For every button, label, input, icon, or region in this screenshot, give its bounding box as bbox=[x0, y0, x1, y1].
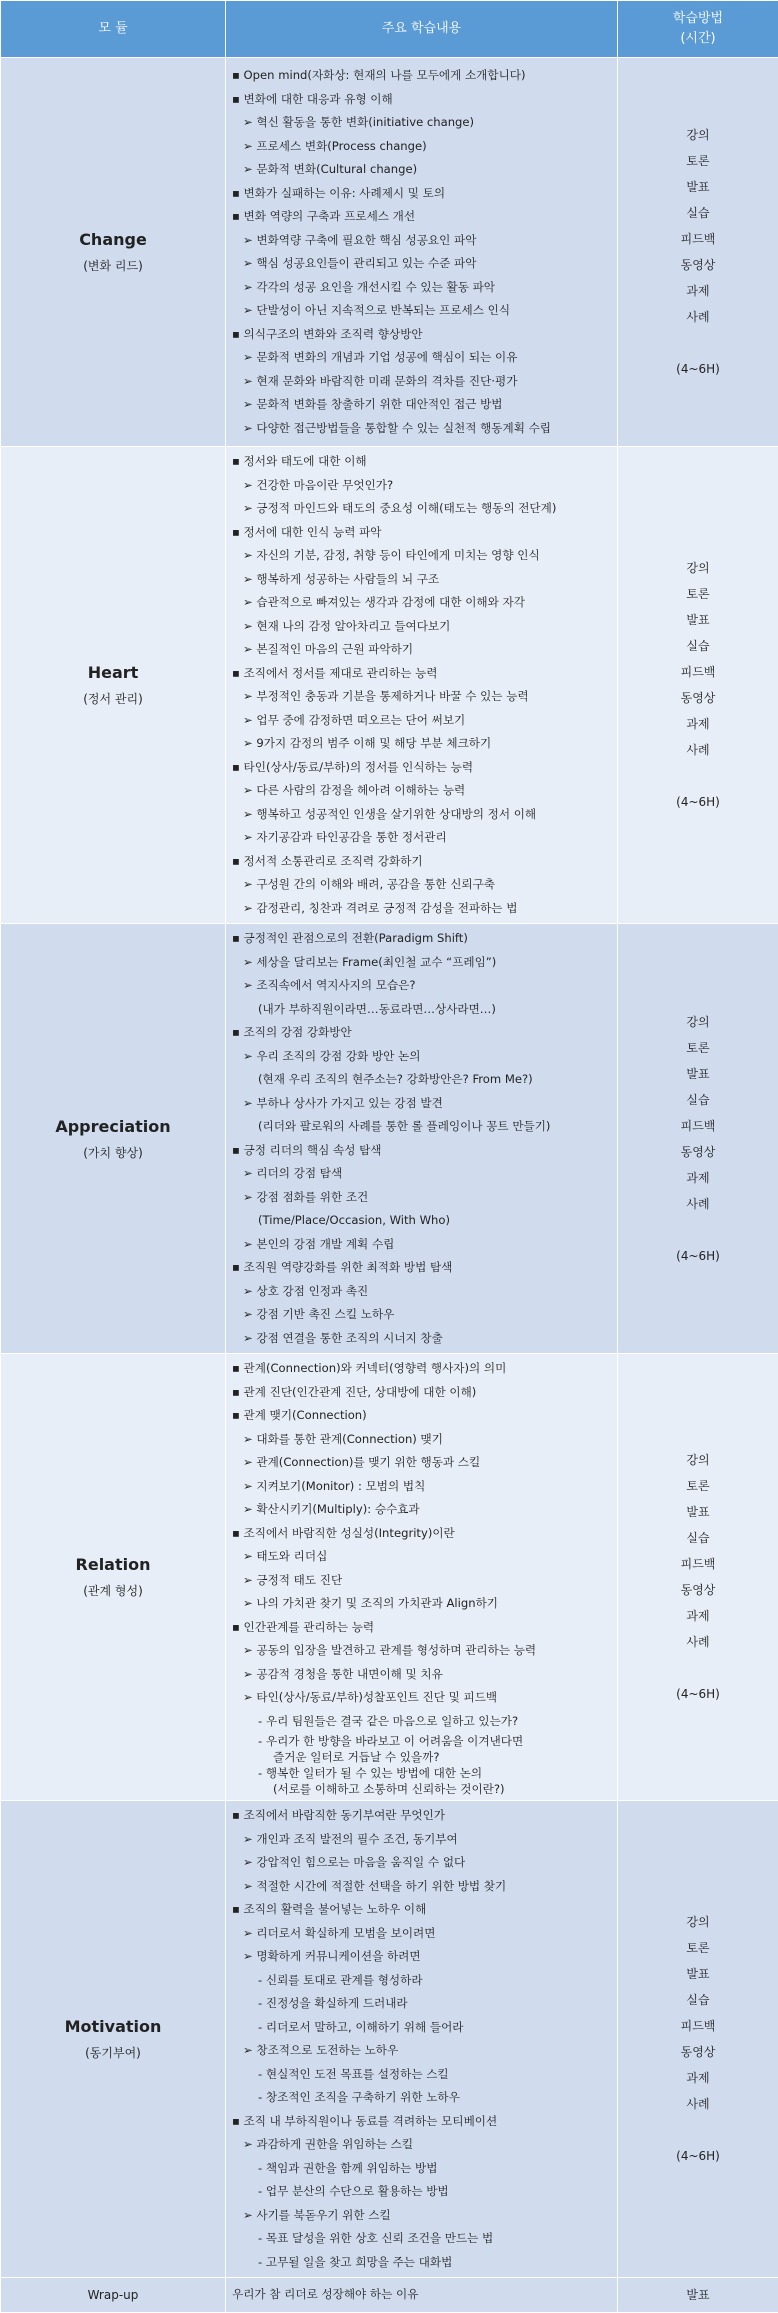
method-item: 토론 bbox=[618, 1473, 778, 1499]
content-bullet: ▪ 조직의 활력을 불어넣는 노하우 이해 bbox=[232, 1898, 611, 1922]
method-item: 실습 bbox=[618, 1087, 778, 1113]
content-subitem: - 신뢰를 토대로 관계를 형성하라 bbox=[232, 1969, 611, 1993]
module-cell bbox=[1, 924, 226, 1354]
module-content bbox=[226, 1354, 618, 1801]
method-item: 강의 bbox=[618, 122, 778, 148]
module-cell bbox=[1, 447, 226, 924]
content-subitem: ➢ 감정관리, 칭찬과 격려로 긍정적 감성을 전파하는 법 bbox=[232, 897, 611, 921]
content-subitem: ➢ 과감하게 권한을 위임하는 스킬 bbox=[232, 2133, 611, 2157]
content-bullet: ▪ 타인(상사/동료/부하)의 정서를 인식하는 능력 bbox=[232, 756, 611, 780]
method-item: 동영상 bbox=[618, 1577, 778, 1603]
content-bullet: ▪ 긍정적인 관점으로의 전환(Paradigm Shift) bbox=[232, 927, 611, 951]
method-item: 토론 bbox=[618, 1035, 778, 1061]
content-subitem: ➢ 사기를 북돋우기 위한 스킬 bbox=[232, 2204, 611, 2228]
content-subitem: ➢ 변화역량 구축에 필요한 핵심 성공요인 파악 bbox=[232, 229, 611, 253]
content-subitem: ➢ 현재 나의 감정 알아차리고 들여다보기 bbox=[232, 615, 611, 639]
method-item: 사례 bbox=[618, 304, 778, 330]
content-subitem: ➢ 문화적 변화의 개념과 기업 성공에 핵심이 되는 이유 bbox=[232, 346, 611, 370]
content-subitem: ➢ 개인과 조직 발전의 필수 조건, 동기부여 bbox=[232, 1828, 611, 1852]
method-item: 토론 bbox=[618, 1935, 778, 1961]
method-item: 사례 bbox=[618, 737, 778, 763]
content-subitem: 즐거운 일터로 거듭날 수 있을까? bbox=[232, 1749, 611, 1765]
content-subitem: - 리더로서 말하고, 이해하기 위해 들어라 bbox=[232, 2016, 611, 2040]
content-subitem: (리더와 팔로워의 사례를 통한 롤 플레잉이나 꽁트 만들기) bbox=[232, 1115, 611, 1139]
module-name: Motivation bbox=[1, 2017, 225, 2036]
content-bullet: ▪ 관계 진단(인간관계 진단, 상대방에 대한 이해) bbox=[232, 1381, 611, 1405]
method-cell bbox=[618, 1801, 778, 2278]
method-item: 사례 bbox=[618, 2091, 778, 2117]
content-subitem: ➢ 적절한 시간에 적절한 선택을 하기 위한 방법 찾기 bbox=[232, 1875, 611, 1899]
content-subitem: ➢ 다른 사람의 감정을 헤아려 이해하는 능력 bbox=[232, 779, 611, 803]
content-subitem: ➢ 나의 가치관 찾기 및 조직의 가치관과 Align하기 bbox=[232, 1592, 611, 1616]
content-subitem: (Time/Place/Occasion, With Who) bbox=[232, 1209, 611, 1233]
method-item: 피드백 bbox=[618, 659, 778, 685]
content-subitem: ➢ 본질적인 마음의 근원 파악하기 bbox=[232, 638, 611, 662]
content-subitem: ➢ 긍정적 태도 진단 bbox=[232, 1569, 611, 1593]
content-subitem: ➢ 조직속에서 역지사지의 모습은? bbox=[232, 974, 611, 998]
content-subitem: - 책임과 권한을 함께 위임하는 방법 bbox=[232, 2157, 611, 2181]
content-bullet: ▪ 정서에 대한 인식 능력 파악 bbox=[232, 521, 611, 545]
method-item: 강의 bbox=[618, 555, 778, 581]
module-row bbox=[1, 1354, 778, 1801]
content-subitem: ➢ 혁신 활동을 통한 변화(initiative change) bbox=[232, 111, 611, 135]
method-item: 실습 bbox=[618, 633, 778, 659]
method-item: 실습 bbox=[618, 200, 778, 226]
content-subitem: ➢ 문화적 변화(Cultural change) bbox=[232, 158, 611, 182]
content-subitem: - 목표 달성을 위한 상호 신뢰 조건을 만드는 법 bbox=[232, 2227, 611, 2251]
method-cell bbox=[618, 447, 778, 924]
content-subitem: ➢ 명확하게 커뮤니케이션을 하려면 bbox=[232, 1945, 611, 1969]
content-subitem: ➢ 부정적인 충동과 기분을 통제하거나 바꿀 수 있는 능력 bbox=[232, 685, 611, 709]
content-subitem: ➢ 강압적인 힘으로는 마음을 움직일 수 없다 bbox=[232, 1851, 611, 1875]
method-item: 사례 bbox=[618, 1629, 778, 1655]
content-subitem: ➢ 창조적으로 도전하는 노하우 bbox=[232, 2039, 611, 2063]
content-subitem: ➢ 강점 연결을 통한 조직의 시너지 창출 bbox=[232, 1327, 611, 1351]
method-item: 발표 bbox=[618, 1961, 778, 1987]
content-bullet: ▪ 정서적 소통관리로 조직력 강화하기 bbox=[232, 850, 611, 874]
method-cell bbox=[618, 58, 778, 447]
content-subitem: ➢ 핵심 성공요인들이 관리되고 있는 수준 파악 bbox=[232, 252, 611, 276]
content-subitem: ➢ 태도와 리더십 bbox=[232, 1545, 611, 1569]
header-content: 주요 학습내용 bbox=[226, 1, 618, 58]
content-subitem: ➢ 행복하게 성공하는 사람들의 뇌 구조 bbox=[232, 568, 611, 592]
module-korean-name: (변화 리드) bbox=[1, 257, 225, 274]
content-subitem: ➢ 관계(Connection)를 맺기 위한 행동과 스킬 bbox=[232, 1451, 611, 1475]
method-item: 강의 bbox=[618, 1009, 778, 1035]
module-content bbox=[226, 1801, 618, 2278]
content-bullet: ▪ 변화에 대한 대응과 유형 이해 bbox=[232, 88, 611, 112]
content-subitem: ➢ 행복하고 성공적인 인생을 살기위한 상대방의 정서 이해 bbox=[232, 803, 611, 827]
content-subitem: ➢ 부하나 상사가 가지고 있는 강점 발견 bbox=[232, 1092, 611, 1116]
wrapup-content: 우리가 참 리더로 성장해야 하는 이유 bbox=[226, 2278, 618, 2313]
content-subitem: ➢ 본인의 강점 개발 계획 수립 bbox=[232, 1233, 611, 1257]
method-item: 토론 bbox=[618, 148, 778, 174]
content-bullet: ▪ 의식구조의 변화와 조직력 향상방안 bbox=[232, 323, 611, 347]
method-item: 과제 bbox=[618, 1603, 778, 1629]
content-subitem: ➢ 자신의 기분, 감정, 취향 등이 타인에게 미치는 영향 인식 bbox=[232, 544, 611, 568]
content-bullet: ▪ 조직 내 부하직원이나 동료를 격려하는 모티베이션 bbox=[232, 2110, 611, 2134]
content-bullet: ▪ 변화 역량의 구축과 프로세스 개선 bbox=[232, 205, 611, 229]
module-name: Relation bbox=[1, 1555, 225, 1574]
module-cell bbox=[1, 1354, 226, 1801]
content-subitem: (내가 부하직원이라면…동료라면…상사라면…) bbox=[232, 998, 611, 1022]
method-time: (4~6H) bbox=[618, 356, 778, 382]
content-bullet: ▪ 긍정 리더의 핵심 속성 탐색 bbox=[232, 1139, 611, 1163]
method-item: 동영상 bbox=[618, 1139, 778, 1165]
wrapup-module: Wrap-up bbox=[1, 2278, 226, 2313]
method-item: 강의 bbox=[618, 1909, 778, 1935]
module-row bbox=[1, 924, 778, 1354]
content-bullet: ▪ 조직에서 정서를 제대로 관리하는 능력 bbox=[232, 662, 611, 686]
content-subitem: ➢ 습관적으로 빠져있는 생각과 감정에 대한 이해와 자각 bbox=[232, 591, 611, 615]
content-subitem: ➢ 확산시키기(Multiply): 승수효과 bbox=[232, 1498, 611, 1522]
method-item: 실습 bbox=[618, 1987, 778, 2013]
method-item: 발표 bbox=[618, 1499, 778, 1525]
content-subitem: - 창조적인 조직을 구축하기 위한 노하우 bbox=[232, 2086, 611, 2110]
content-subitem: ➢ 각각의 성공 요인을 개선시킬 수 있는 활동 파악 bbox=[232, 276, 611, 300]
content-bullet: ▪ 변화가 실패하는 이유: 사례제시 및 토의 bbox=[232, 182, 611, 206]
content-subitem: ➢ 지켜보기(Monitor) : 모범의 법칙 bbox=[232, 1475, 611, 1499]
method-item: 피드백 bbox=[618, 2013, 778, 2039]
content-bullet: ▪ 조직에서 바람직한 성실성(Integrity)이란 bbox=[232, 1522, 611, 1546]
wrapup-method: 발표 bbox=[618, 2278, 778, 2313]
module-cell bbox=[1, 58, 226, 447]
module-korean-name: (가치 향상) bbox=[1, 1144, 225, 1161]
content-subitem: (서로를 이해하고 소통하며 신뢰하는 것이란?) bbox=[232, 1781, 611, 1797]
content-subitem: ➢ 구성원 간의 이해와 배려, 공감을 통한 신뢰구축 bbox=[232, 873, 611, 897]
content-subitem: ➢ 상호 강점 인정과 촉진 bbox=[232, 1280, 611, 1304]
method-time: (4~6H) bbox=[618, 1681, 778, 1707]
wrapup-row bbox=[1, 2278, 778, 2313]
content-subitem: ➢ 리더로서 확실하게 모범을 보이려면 bbox=[232, 1922, 611, 1946]
method-item: 발표 bbox=[618, 607, 778, 633]
content-subitem: ➢ 다양한 접근방법들을 통합할 수 있는 실천적 행동계획 수립 bbox=[232, 417, 611, 441]
content-subitem: ➢ 강점 기반 촉진 스킬 노하우 bbox=[232, 1303, 611, 1327]
content-subitem: - 현실적인 도전 목표를 설정하는 스킬 bbox=[232, 2063, 611, 2087]
method-time: (4~6H) bbox=[618, 1243, 778, 1269]
content-subitem: ➢ 단발성이 아닌 지속적으로 반복되는 프로세스 인식 bbox=[232, 299, 611, 323]
content-subitem: ➢ 우리 조직의 강점 강화 방안 논의 bbox=[232, 1045, 611, 1069]
module-korean-name: (관계 형성) bbox=[1, 1582, 225, 1599]
module-korean-name: (정서 관리) bbox=[1, 690, 225, 707]
method-item: 강의 bbox=[618, 1447, 778, 1473]
method-item: 동영상 bbox=[618, 2039, 778, 2065]
content-subitem: ➢ 자기공감과 타인공감을 통한 정서관리 bbox=[232, 826, 611, 850]
method-item: 발표 bbox=[618, 1061, 778, 1087]
content-subitem: ➢ 프로세스 변화(Process change) bbox=[232, 135, 611, 159]
module-row bbox=[1, 1801, 778, 2278]
method-time: (4~6H) bbox=[618, 2143, 778, 2169]
content-subitem: - 행복한 일터가 될 수 있는 방법에 대한 논의 bbox=[232, 1765, 611, 1781]
module-content bbox=[226, 924, 618, 1354]
content-subitem: ➢ 대화를 통한 관계(Connection) 맺기 bbox=[232, 1428, 611, 1452]
method-item: 토론 bbox=[618, 581, 778, 607]
method-item: 과제 bbox=[618, 711, 778, 737]
module-content bbox=[226, 58, 618, 447]
method-item: 사례 bbox=[618, 1191, 778, 1217]
module-name: Change bbox=[1, 230, 225, 249]
content-subitem: ➢ 공감적 경청을 통한 내면이해 및 치유 bbox=[232, 1663, 611, 1687]
content-subitem: ➢ 타인(상사/동료/부하)성찰포인트 진단 및 피드백 bbox=[232, 1686, 611, 1710]
content-subitem: (현재 우리 조직의 현주소는? 강화방안은? From Me?) bbox=[232, 1068, 611, 1092]
module-korean-name: (동기부여) bbox=[1, 2044, 225, 2061]
method-cell bbox=[618, 1354, 778, 1801]
method-item: 발표 bbox=[618, 174, 778, 200]
content-subitem: ➢ 강점 점화를 위한 조건 bbox=[232, 1186, 611, 1210]
module-cell bbox=[1, 1801, 226, 2278]
content-bullet: ▪ 조직원 역량강화를 위한 최적화 방법 탐색 bbox=[232, 1256, 611, 1280]
header-module: 모 듈 bbox=[1, 1, 226, 58]
content-subitem: ➢ 업무 중에 감정하면 떠오르는 단어 써보기 bbox=[232, 709, 611, 733]
content-subitem: - 진정성을 확실하게 드러내라 bbox=[232, 1992, 611, 2016]
method-item: 동영상 bbox=[618, 685, 778, 711]
content-subitem: ➢ 긍정적 마인드와 태도의 중요성 이해(태도는 행동의 전단계) bbox=[232, 497, 611, 521]
module-name: Heart bbox=[1, 663, 225, 682]
content-subitem: ➢ 건강한 마음이란 무엇인가? bbox=[232, 474, 611, 498]
method-time: (4~6H) bbox=[618, 789, 778, 815]
method-item: 동영상 bbox=[618, 252, 778, 278]
module-content bbox=[226, 447, 618, 924]
module-row bbox=[1, 447, 778, 924]
method-cell bbox=[618, 924, 778, 1354]
method-item: 실습 bbox=[618, 1525, 778, 1551]
content-subitem: ➢ 공동의 입장을 발견하고 관계를 형성하며 관리하는 능력 bbox=[232, 1639, 611, 1663]
method-item: 피드백 bbox=[618, 1551, 778, 1577]
content-subitem: - 우리 팀원들은 결국 같은 마음으로 일하고 있는가? bbox=[232, 1710, 611, 1734]
module-row bbox=[1, 58, 778, 447]
module-name: Appreciation bbox=[1, 1117, 225, 1136]
content-bullet: ▪ 인간관계를 관리하는 능력 bbox=[232, 1616, 611, 1640]
content-bullet: ▪ 조직의 강점 강화방안 bbox=[232, 1021, 611, 1045]
method-item: 피드백 bbox=[618, 226, 778, 252]
content-bullet: ▪ Open mind(자화상: 현재의 나를 모두에게 소개합니다) bbox=[232, 64, 611, 88]
header-row bbox=[1, 1, 778, 58]
content-subitem: ➢ 문화적 변화를 창출하기 위한 대안적인 접근 방법 bbox=[232, 393, 611, 417]
content-subitem: ➢ 현재 문화와 바람직한 미래 문화의 격차를 진단·평가 bbox=[232, 370, 611, 394]
content-bullet: ▪ 조직에서 바람직한 동기부여란 무엇인가 bbox=[232, 1804, 611, 1828]
method-item: 과제 bbox=[618, 2065, 778, 2091]
content-bullet: ▪ 관계 맺기(Connection) bbox=[232, 1404, 611, 1428]
content-bullet: ▪ 정서와 태도에 대한 이해 bbox=[232, 450, 611, 474]
content-subitem: ➢ 9가지 감정의 범주 이해 및 해당 부분 체크하기 bbox=[232, 732, 611, 756]
method-item: 과제 bbox=[618, 1165, 778, 1191]
content-subitem: - 고무될 일을 찾고 희망을 주는 대화법 bbox=[232, 2251, 611, 2275]
method-item: 과제 bbox=[618, 278, 778, 304]
method-item: 피드백 bbox=[618, 1113, 778, 1139]
content-subitem: - 우리가 한 방향을 바라보고 이 어려움을 이겨낸다면 bbox=[232, 1733, 611, 1749]
content-subitem: - 업무 분산의 수단으로 활용하는 방법 bbox=[232, 2180, 611, 2204]
content-bullet: ▪ 관계(Connection)와 커넥터(영향력 행사자)의 의미 bbox=[232, 1357, 611, 1381]
content-subitem: ➢ 세상을 달리보는 Frame(최인철 교수 “프레임”) bbox=[232, 951, 611, 975]
content-subitem: ➢ 리더의 강점 탐색 bbox=[232, 1162, 611, 1186]
header-method: 학습방법 (시간) bbox=[618, 1, 778, 58]
